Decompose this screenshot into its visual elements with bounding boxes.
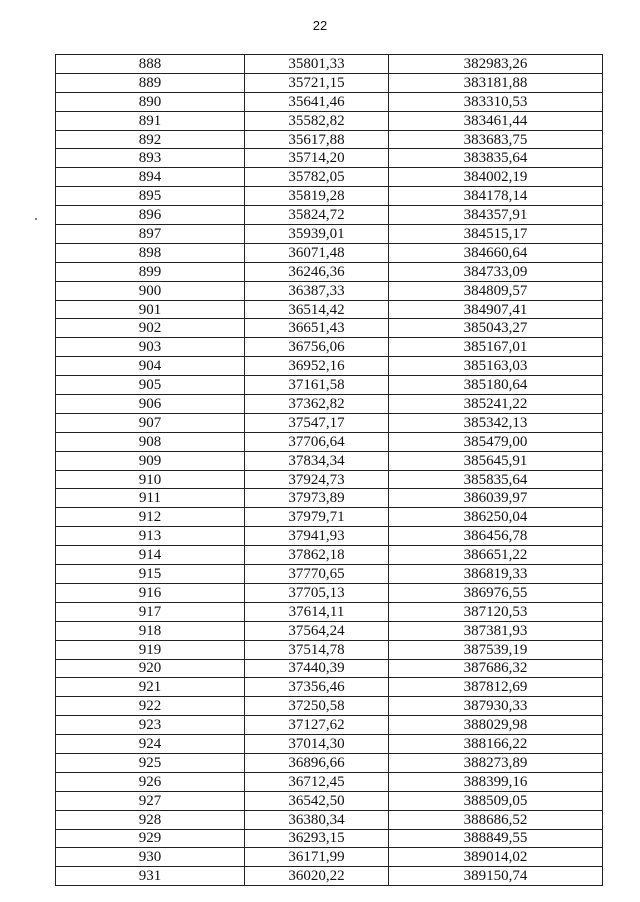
table-row [56, 583, 603, 602]
x-coordinate-cell: 36380,34 [245, 810, 389, 829]
table-row [56, 867, 603, 886]
point-number-cell: 896 [56, 206, 245, 225]
y-coordinate-cell: 387120,53 [389, 602, 603, 621]
y-coordinate-cell: 384733,09 [389, 262, 603, 281]
coordinates-table-body [56, 55, 603, 886]
y-coordinate-cell: 386250,04 [389, 508, 603, 527]
table-row [56, 206, 603, 225]
table-row [56, 451, 603, 470]
x-coordinate-cell: 37834,34 [245, 451, 389, 470]
y-coordinate-cell: 385645,91 [389, 451, 603, 470]
x-coordinate-cell: 36071,48 [245, 243, 389, 262]
point-number-cell: 909 [56, 451, 245, 470]
y-coordinate-cell: 384178,14 [389, 187, 603, 206]
y-coordinate-cell: 385167,01 [389, 338, 603, 357]
point-number-cell: 916 [56, 583, 245, 602]
point-number-cell: 890 [56, 92, 245, 111]
table-row [56, 111, 603, 130]
y-coordinate-cell: 386819,33 [389, 565, 603, 584]
x-coordinate-cell: 35641,46 [245, 92, 389, 111]
table-row [56, 92, 603, 111]
table-row [56, 243, 603, 262]
table-row [56, 810, 603, 829]
x-coordinate-cell: 36514,42 [245, 300, 389, 319]
table-row [56, 565, 603, 584]
y-coordinate-cell: 383835,64 [389, 149, 603, 168]
table-row [56, 187, 603, 206]
y-coordinate-cell: 387381,93 [389, 621, 603, 640]
table-row [56, 546, 603, 565]
x-coordinate-cell: 37924,73 [245, 470, 389, 489]
point-number-cell: 930 [56, 848, 245, 867]
table-row [56, 791, 603, 810]
x-coordinate-cell: 37705,13 [245, 583, 389, 602]
x-coordinate-cell: 36246,36 [245, 262, 389, 281]
y-coordinate-cell: 382983,26 [389, 55, 603, 74]
x-coordinate-cell: 35582,82 [245, 111, 389, 130]
x-coordinate-cell: 37614,11 [245, 602, 389, 621]
point-number-cell: 918 [56, 621, 245, 640]
y-coordinate-cell: 383181,88 [389, 73, 603, 92]
x-coordinate-cell: 37356,46 [245, 678, 389, 697]
point-number-cell: 928 [56, 810, 245, 829]
y-coordinate-cell: 384002,19 [389, 168, 603, 187]
y-coordinate-cell: 385043,27 [389, 319, 603, 338]
point-number-cell: 914 [56, 546, 245, 565]
y-coordinate-cell: 386039,97 [389, 489, 603, 508]
table-row [56, 376, 603, 395]
table-row [56, 319, 603, 338]
y-coordinate-cell: 384907,41 [389, 300, 603, 319]
table-row [56, 753, 603, 772]
y-coordinate-cell: 385479,00 [389, 432, 603, 451]
point-number-cell: 917 [56, 602, 245, 621]
point-number-cell: 931 [56, 867, 245, 886]
x-coordinate-cell: 36896,66 [245, 753, 389, 772]
point-number-cell: 906 [56, 395, 245, 414]
x-coordinate-cell: 37161,58 [245, 376, 389, 395]
x-coordinate-cell: 36651,43 [245, 319, 389, 338]
x-coordinate-cell: 35721,15 [245, 73, 389, 92]
x-coordinate-cell: 37706,64 [245, 432, 389, 451]
point-number-cell: 926 [56, 772, 245, 791]
y-coordinate-cell: 383683,75 [389, 130, 603, 149]
x-coordinate-cell: 37941,93 [245, 527, 389, 546]
point-number-cell: 911 [56, 489, 245, 508]
table-row [56, 262, 603, 281]
y-coordinate-cell: 387686,32 [389, 659, 603, 678]
point-number-cell: 897 [56, 225, 245, 244]
table-row [56, 772, 603, 791]
point-number-cell: 922 [56, 697, 245, 716]
point-number-cell: 907 [56, 413, 245, 432]
point-number-cell: 927 [56, 791, 245, 810]
table-row [56, 130, 603, 149]
table-row [56, 716, 603, 735]
point-number-cell: 912 [56, 508, 245, 527]
table-row [56, 281, 603, 300]
y-coordinate-cell: 387539,19 [389, 640, 603, 659]
y-coordinate-cell: 388166,22 [389, 735, 603, 754]
point-number-cell: 888 [56, 55, 245, 74]
point-number-cell: 920 [56, 659, 245, 678]
point-number-cell: 904 [56, 357, 245, 376]
x-coordinate-cell: 36712,45 [245, 772, 389, 791]
table-row [56, 149, 603, 168]
y-coordinate-cell: 388273,89 [389, 753, 603, 772]
y-coordinate-cell: 389014,02 [389, 848, 603, 867]
page-number: 22 [312, 18, 328, 33]
point-number-cell: 913 [56, 527, 245, 546]
point-number-cell: 900 [56, 281, 245, 300]
point-number-cell: 891 [56, 111, 245, 130]
x-coordinate-cell: 37250,58 [245, 697, 389, 716]
stray-mark [35, 218, 37, 220]
x-coordinate-cell: 36020,22 [245, 867, 389, 886]
x-coordinate-cell: 36756,06 [245, 338, 389, 357]
table-row [56, 621, 603, 640]
y-coordinate-cell: 384357,91 [389, 206, 603, 225]
table-row [56, 395, 603, 414]
point-number-cell: 894 [56, 168, 245, 187]
y-coordinate-cell: 383310,53 [389, 92, 603, 111]
point-number-cell: 901 [56, 300, 245, 319]
x-coordinate-cell: 37547,17 [245, 413, 389, 432]
x-coordinate-cell: 37440,39 [245, 659, 389, 678]
x-coordinate-cell: 35714,20 [245, 149, 389, 168]
y-coordinate-cell: 386456,78 [389, 527, 603, 546]
y-coordinate-cell: 385342,13 [389, 413, 603, 432]
y-coordinate-cell: 388029,98 [389, 716, 603, 735]
point-number-cell: 893 [56, 149, 245, 168]
point-number-cell: 889 [56, 73, 245, 92]
y-coordinate-cell: 388849,55 [389, 829, 603, 848]
x-coordinate-cell: 35617,88 [245, 130, 389, 149]
table-row [56, 678, 603, 697]
table-row [56, 300, 603, 319]
x-coordinate-cell: 37362,82 [245, 395, 389, 414]
point-number-cell: 898 [56, 243, 245, 262]
point-number-cell: 921 [56, 678, 245, 697]
table-row [56, 640, 603, 659]
y-coordinate-cell: 388686,52 [389, 810, 603, 829]
table-row [56, 508, 603, 527]
table-row [56, 357, 603, 376]
point-number-cell: 892 [56, 130, 245, 149]
y-coordinate-cell: 384809,57 [389, 281, 603, 300]
y-coordinate-cell: 387930,33 [389, 697, 603, 716]
point-number-cell: 905 [56, 376, 245, 395]
table-row [56, 432, 603, 451]
point-number-cell: 908 [56, 432, 245, 451]
table-row [56, 848, 603, 867]
table-row [56, 55, 603, 74]
table-row [56, 527, 603, 546]
y-coordinate-cell: 385163,03 [389, 357, 603, 376]
x-coordinate-cell: 36952,16 [245, 357, 389, 376]
point-number-cell: 929 [56, 829, 245, 848]
x-coordinate-cell: 36293,15 [245, 829, 389, 848]
y-coordinate-cell: 385835,64 [389, 470, 603, 489]
x-coordinate-cell: 37979,71 [245, 508, 389, 527]
table-row [56, 735, 603, 754]
y-coordinate-cell: 387812,69 [389, 678, 603, 697]
table-row [56, 659, 603, 678]
point-number-cell: 923 [56, 716, 245, 735]
y-coordinate-cell: 389150,74 [389, 867, 603, 886]
x-coordinate-cell: 35801,33 [245, 55, 389, 74]
point-number-cell: 925 [56, 753, 245, 772]
point-number-cell: 903 [56, 338, 245, 357]
x-coordinate-cell: 35782,05 [245, 168, 389, 187]
x-coordinate-cell: 36171,99 [245, 848, 389, 867]
table-row [56, 697, 603, 716]
table-row [56, 73, 603, 92]
y-coordinate-cell: 383461,44 [389, 111, 603, 130]
y-coordinate-cell: 385180,64 [389, 376, 603, 395]
x-coordinate-cell: 37014,30 [245, 735, 389, 754]
point-number-cell: 915 [56, 565, 245, 584]
point-number-cell: 899 [56, 262, 245, 281]
coordinates-table [55, 54, 603, 886]
y-coordinate-cell: 388509,05 [389, 791, 603, 810]
x-coordinate-cell: 35824,72 [245, 206, 389, 225]
table-row [56, 489, 603, 508]
x-coordinate-cell: 36387,33 [245, 281, 389, 300]
x-coordinate-cell: 35939,01 [245, 225, 389, 244]
table-row [56, 470, 603, 489]
y-coordinate-cell: 386651,22 [389, 546, 603, 565]
y-coordinate-cell: 386976,55 [389, 583, 603, 602]
table-row [56, 338, 603, 357]
table-row [56, 168, 603, 187]
point-number-cell: 902 [56, 319, 245, 338]
x-coordinate-cell: 37564,24 [245, 621, 389, 640]
y-coordinate-cell: 388399,16 [389, 772, 603, 791]
x-coordinate-cell: 37127,62 [245, 716, 389, 735]
point-number-cell: 910 [56, 470, 245, 489]
point-number-cell: 924 [56, 735, 245, 754]
x-coordinate-cell: 37770,65 [245, 565, 389, 584]
table-row [56, 413, 603, 432]
point-number-cell: 895 [56, 187, 245, 206]
y-coordinate-cell: 385241,22 [389, 395, 603, 414]
x-coordinate-cell: 37514,78 [245, 640, 389, 659]
x-coordinate-cell: 35819,28 [245, 187, 389, 206]
table-row [56, 602, 603, 621]
x-coordinate-cell: 37973,89 [245, 489, 389, 508]
table-row [56, 829, 603, 848]
x-coordinate-cell: 36542,50 [245, 791, 389, 810]
y-coordinate-cell: 384660,64 [389, 243, 603, 262]
table-row [56, 225, 603, 244]
x-coordinate-cell: 37862,18 [245, 546, 389, 565]
point-number-cell: 919 [56, 640, 245, 659]
y-coordinate-cell: 384515,17 [389, 225, 603, 244]
